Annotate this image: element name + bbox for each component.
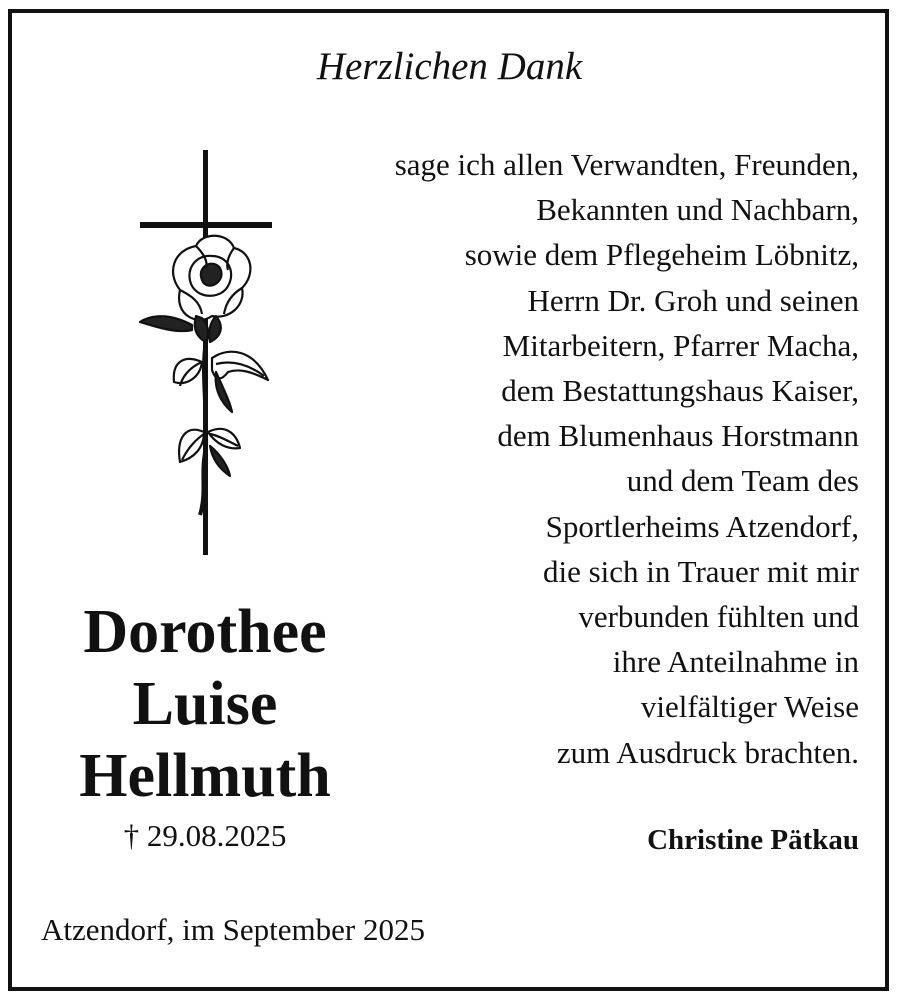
last-name: Hellmuth [79,742,331,810]
notice-heading: Herzlichen Dank [316,45,583,88]
thanks-text [299,142,859,775]
text-line: Sportlerheims Atzendorf, [545,508,859,544]
middle-name: Luise [132,670,278,738]
text-line: dem Bestattungshaus Kaiser, [501,373,859,409]
death-date: † 29.08.2025 [123,818,287,853]
text-line: Herrn Dr. Groh und seinen [527,282,859,318]
rose-icon [140,236,268,515]
text-line: verbunden fühlten und [578,599,859,635]
text-line: und dem Team des [626,463,859,499]
text-line: zum Ausdruck brachten. [556,734,859,770]
cross-with-rose [136,150,276,555]
text-line: Bekannten und Nachbarn, [536,192,859,228]
text-line: ihre Anteilnahme in [612,644,859,680]
text-line: dem Blumenhaus Horstmann [497,418,859,454]
place-date: Atzendorf, im September 2025 [41,912,425,947]
text-line: die sich in Trauer mit mir [542,553,859,589]
first-name: Dorothee [83,598,327,666]
text-line: vielfältiger Weise [640,689,859,725]
text-line: Mitarbeitern, Pfarrer Macha, [502,327,859,363]
text-line: sage ich allen Verwandten, Freunden, [394,147,859,182]
text-line: sowie dem Pflegeheim Löbnitz, [464,237,859,273]
signature: Christine Pätkau [647,824,859,856]
